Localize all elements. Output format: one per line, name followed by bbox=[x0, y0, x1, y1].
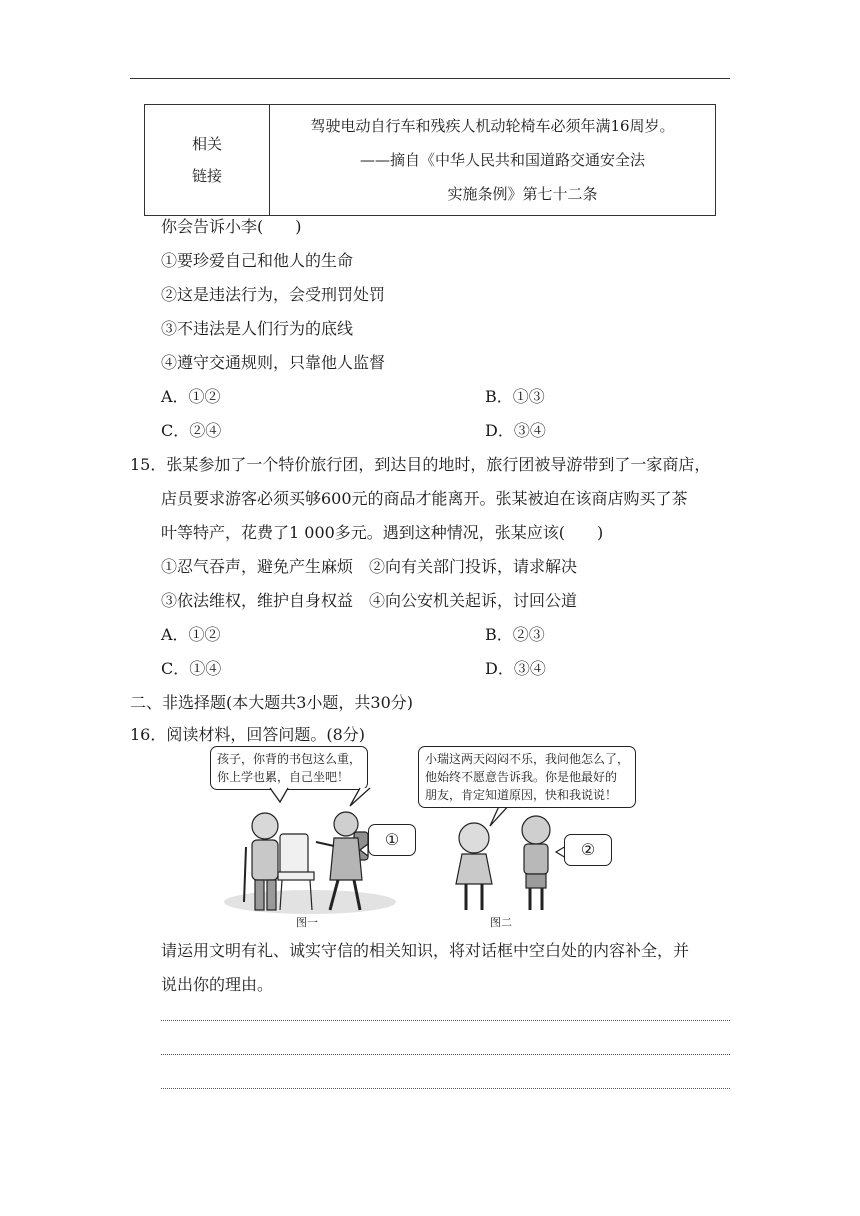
header-rule bbox=[130, 78, 730, 79]
q15-items-line2: ③依法维权，维护自身权益 ④向公安机关起诉，讨回公道 bbox=[161, 591, 578, 610]
fig2-bubble-line3: 朋友，肯定知道原因，快和我说说！ bbox=[425, 788, 618, 802]
q14-option-a[interactable]: A．①② bbox=[161, 387, 221, 406]
girl-figure bbox=[456, 823, 492, 910]
fig2-bubble-line2: 他始终不愿意告诉我。你是他最好的 bbox=[425, 770, 618, 784]
fig2-caption: 图二 bbox=[490, 916, 512, 929]
q15-option-d[interactable]: D．③④ bbox=[485, 659, 546, 678]
answer-line-2[interactable] bbox=[161, 1054, 730, 1055]
q15-option-c[interactable]: C．①④ bbox=[161, 659, 222, 678]
fig1-bubble-line1: 孩子，你背的书包这么重， bbox=[217, 752, 362, 766]
q14-option-d[interactable]: D．③④ bbox=[485, 421, 546, 440]
q14-stem: 你会告诉小李( ) bbox=[161, 217, 302, 236]
table-content-line2: ——摘自《中华人民共和国道路交通安全法 bbox=[359, 151, 645, 169]
q14-item-4: ④遵守交通规则，只靠他人监督 bbox=[161, 353, 386, 372]
fig2-bubble-line1: 小瑞这两天闷闷不乐，我问他怎么了， bbox=[425, 752, 630, 766]
section-heading: 二、非选择题(本大题共3小题，共30分) bbox=[130, 693, 414, 712]
table-label-cell bbox=[145, 105, 270, 216]
answer-line-3[interactable] bbox=[161, 1088, 730, 1089]
q14-item-3: ③不违法是人们行为的底线 bbox=[161, 319, 354, 338]
q14-option-b[interactable]: B．①③ bbox=[485, 387, 545, 406]
fig2-answer-box[interactable]: ② bbox=[564, 834, 612, 866]
table-content-line3: 实施条例》第七十二条 bbox=[447, 185, 598, 203]
related-link-table bbox=[144, 104, 716, 216]
q15-items-line1: ①忍气吞声，避免产生麻烦 ②向有关部门投诉，请求解决 bbox=[161, 557, 578, 576]
table-content-cell bbox=[270, 105, 716, 216]
q16-illustration bbox=[200, 742, 660, 932]
q15-stem-line3: 叶等特产，花费了1 000多元。遇到这种情况，张某应该( ) bbox=[161, 523, 604, 542]
table-content-line1: 驾驶电动自行车和残疾人机动轮椅车必须年满16周岁。 bbox=[310, 117, 675, 135]
q15-option-a[interactable]: A．①② bbox=[161, 625, 221, 644]
q15-stem-line2: 店员要求游客必须买够600元的商品才能离开。张某被迫在该商店购买了茶 bbox=[161, 489, 688, 508]
q16-stem: 16．阅读材料，回答问题。(8分) bbox=[130, 725, 366, 744]
table-label-line2: 链接 bbox=[191, 167, 222, 185]
q16-instruction-line1: 请运用文明有礼、诚实守信的相关知识，将对话框中空白处的内容补全，并 bbox=[161, 941, 690, 960]
boy-figure bbox=[522, 816, 550, 910]
fig1-bubble-line2: 你上学也累，自己坐吧！ bbox=[217, 770, 350, 784]
q14-item-1: ①要珍爱自己和他人的生命 bbox=[161, 251, 354, 270]
q15-option-b[interactable]: B．②③ bbox=[485, 625, 545, 644]
answer-line-1[interactable] bbox=[161, 1020, 730, 1021]
q16-instruction-line2: 说出你的理由。 bbox=[161, 975, 274, 994]
fig1-caption: 图一 bbox=[296, 916, 318, 929]
table-label-line1: 相关 bbox=[191, 135, 222, 153]
fig2-speech-bubble bbox=[418, 746, 636, 808]
q14-option-c[interactable]: C．②④ bbox=[161, 421, 222, 440]
fig1-answer-box[interactable]: ① bbox=[368, 824, 416, 856]
q15-stem-line1: 15．张某参加了一个特价旅行团，到达目的地时，旅行团被导游带到了一家商店， bbox=[130, 455, 711, 474]
q14-item-2: ②这是违法行为，会受刑罚处罚 bbox=[161, 285, 386, 304]
